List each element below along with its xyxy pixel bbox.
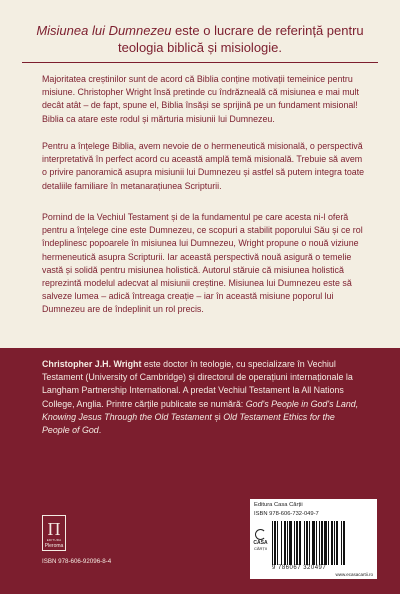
publisher-logo [42, 515, 66, 551]
casa-logo-icon [255, 529, 266, 540]
casa-cartii-logo: CASA CĂRȚII [253, 529, 268, 555]
barcode-icon [270, 521, 370, 565]
isbn-publisher: ISBN 978-606-92096-8-4 [42, 558, 112, 565]
tagline [22, 22, 378, 56]
author-name: Christopher J.H. Wright [42, 359, 142, 369]
description-paragraph-3: Pornind de la Vechiul Testament și de la fundamentul pe care acesta ni-l oferă pentru a înțelege cine este Dumnezeu, ce scopuri a stabilit poporului Său și ce rol îndeplinesc popoarele în misiunea lui Dumnezeu, Wright propune o nouă viziune hermeneutică asupra Scripturii. Iar această perspectivă nouă asigură o temelie vastă și solidă pentru misiunea holistică. Autorul stăruie că misiunea holistică reprezintă modelul adecvat al misiunii creștine. Misiunea lui Dumnezeu este să salveze lumea – adică întreaga creație – iar în această misiune poporul lui Dumnezeu are de îndeplinit un rol precis. [42, 212, 363, 315]
book-titles-1: God's People in God's Land, Knowing Jesus Through the Old Testament [42, 398, 359, 422]
description-paragraph-2: Pentru a înțelege Biblia, avem nevoie de o hermeneutică misională, o perspectivă interpretativă în perfect acord cu această amplă temă misională. Trebuie să avem o privire panoramică asupra misiunii lui Dumnezeu și astfel să putem integra toate detaliile familiare în metanarațiunea Scripturii. [42, 141, 365, 191]
book-title: Misiunea lui Dumnezeu [36, 23, 172, 38]
pi-logo-icon: Π [47, 519, 61, 539]
publisher-label: EDITURA [46, 538, 62, 542]
publisher-brand: Pleroma [44, 543, 64, 549]
publisher-website: www.ecasacartii.ro [335, 572, 373, 577]
barcode-panel [250, 499, 377, 579]
barcode-publisher: Editura Casa Cărții [254, 502, 303, 508]
description-paragraph-1: Majoritatea creștinilor sunt de acord că Biblia conține motivații temeinice pentru misiune. Christopher Wright însă pretinde cu îndrăzneală că misiunea e mai mult decât atât – de fapt, spune el, Biblia însăși se sprijină pe un fundament misional! Biblia ca atare este rodul și mărturia misiunii lui Dumnezeu. [42, 74, 360, 124]
barcode-digits: 9 786067 320497 [272, 565, 327, 571]
tagline-text: este o lucrare de referință pentru teologia biblică și misiologie. [117, 23, 364, 55]
author-bio: Christopher J.H. Wright este doctor în teologie, cu specializare în Vechiul Testament (University of Cambridge) și directorul de operațiuni internaționale la Langham Partnership International. A predat Vechiul Testament la All Nations College, Anglia. Printre cărțile publicate se numără: God's People in God's Land, Knowing Jesus Through the Old Testament și Old Testament Ethics for the People of God. [42, 359, 359, 436]
book-titles-2: Old Testament Ethics for the People of God [42, 411, 335, 436]
divider-rule [22, 62, 378, 63]
barcode-isbn: ISBN 978-606-732-049-7 [254, 511, 319, 517]
